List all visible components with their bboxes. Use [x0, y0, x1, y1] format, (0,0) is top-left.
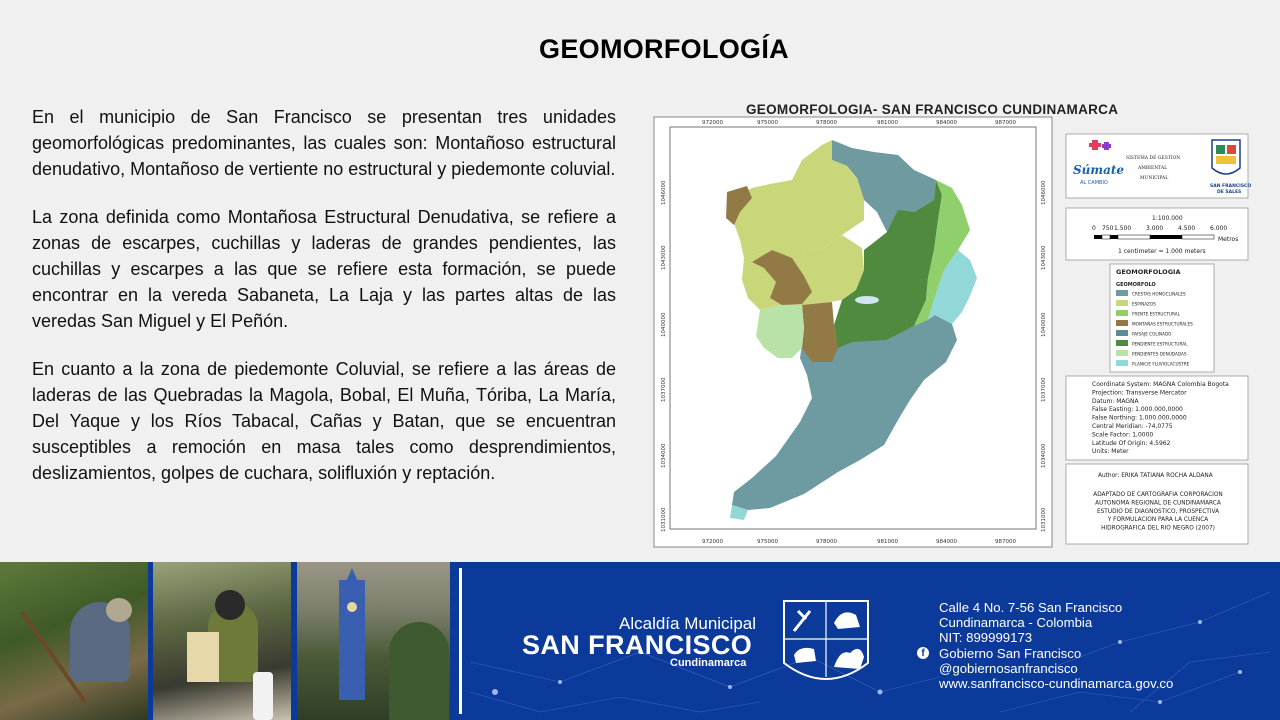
projection-line: Coordinate System: MAGNA Colombia Bogota [1092, 381, 1229, 388]
municipal-shield-logo [780, 597, 872, 695]
y-tick: 1043000 [661, 245, 667, 270]
nit-line: NIT: 899999173 [939, 630, 1033, 646]
legend-label: FRENTE ESTRUCTURAL [1132, 311, 1180, 317]
y-tick: 1040000 [1041, 312, 1047, 337]
projection-line: False Easting: 1.000.000,0000 [1092, 406, 1183, 414]
x-tick: 984000 [936, 539, 957, 545]
region-montanas-estructurales-3 [802, 302, 838, 362]
svg-text:MUNICIPAL: MUNICIPAL [1140, 176, 1169, 181]
legend-swatch [1116, 350, 1128, 356]
legend-label: PLANICIE FLUVIOLACUSTRE [1132, 361, 1190, 367]
credit-line: HIDROGRAFICA DEL RIO NEGRO (2007) [1101, 525, 1215, 532]
body-text [32, 104, 616, 508]
municipality-name: SAN FRANCISCO [522, 630, 753, 660]
sumate-text: Súmate [1073, 163, 1125, 177]
projection-line: Central Meridian: -74,0775 [1092, 423, 1173, 430]
scale-unit: Metros [1218, 236, 1239, 243]
svg-text:4.500: 4.500 [1178, 225, 1196, 232]
facebook-name[interactable]: Gobierno San Francisco [939, 645, 1082, 661]
author-text: Author: ERIKA TATIANA ROCHA ALDANA [1098, 473, 1213, 479]
projection-line: False Northing: 1.000.000,0000 [1092, 414, 1187, 422]
legend-label: PAISAJE COLINADO [1132, 331, 1172, 337]
credit-line: Y FORMULACION PARA LA CUENCA [1107, 517, 1209, 524]
slide-title: GEOMORFOLOGÍA [539, 34, 789, 64]
projection-line: Datum: MAGNA [1092, 397, 1139, 405]
legend-label: MONTAÑAS ESTRUCTURALES [1132, 321, 1193, 327]
y-tick: 1037000 [661, 377, 667, 402]
projection-line: Scale Factor: 1,0000 [1092, 431, 1154, 439]
y-tick: 1037000 [1041, 377, 1047, 402]
x-tick: 978000 [816, 120, 837, 126]
svg-text:AMBIENTAL: AMBIENTAL [1138, 166, 1168, 171]
social-handle[interactable]: @gobiernosanfrancisco [939, 660, 1078, 676]
address-line-2: Cundinamarca - Colombia [939, 615, 1093, 631]
x-tick: 972000 [702, 539, 723, 545]
svg-text:DE SALES: DE SALES [1217, 190, 1242, 195]
y-tick: 1040000 [661, 312, 667, 337]
credit-line: ADAPTADO DE CARTOGRAFIA CORPORACION [1093, 492, 1223, 498]
alcaldia-label: Alcaldía Municipal [619, 614, 757, 633]
mountain-icon [834, 649, 864, 669]
y-tick: 1043000 [1041, 245, 1047, 270]
paragraph-coluvial: En cuanto a la zona de piedemonte Coluvial, se refiere a las áreas de laderas de las Quebradas la Magola, Bobal, El Muña, Tóriba, La María, Del Yaque y los Ríos Tabacal, Cañas y Batan, que se encuentran susceptibles a remoción en masa tales como desprendimientos, deslizamientos, golpes de cuchara, solifluxión y reptación. [32, 359, 616, 483]
photo-woman [153, 562, 291, 720]
x-tick: 984000 [936, 120, 957, 126]
x-tick: 975000 [757, 120, 778, 126]
x-tick: 987000 [995, 120, 1016, 126]
legend-label: PENDIENTES DENUDADAS [1132, 351, 1187, 357]
legend-label: PENDIENTE ESTRUCTURAL [1132, 341, 1188, 347]
legend-subtitle: GEOMORFOLO [1116, 282, 1156, 288]
legend-swatch [1116, 340, 1128, 346]
svg-text:0: 0 [1092, 225, 1096, 232]
projection-line: Projection: Transverse Mercator [1092, 389, 1187, 397]
svg-text:SAN FRANCISCO: SAN FRANCISCO [1210, 184, 1252, 189]
legend-swatch [1116, 320, 1128, 326]
projection-line: Units: Meter [1092, 448, 1129, 456]
geomorphology-map [652, 100, 1256, 548]
footer-divider [459, 568, 462, 714]
legend-label: ESPINAZOS [1132, 301, 1156, 307]
cow-icon [794, 648, 816, 663]
legend-swatch [1116, 290, 1128, 296]
legend-swatch [1116, 300, 1128, 306]
x-tick: 978000 [816, 539, 837, 545]
sumate-sub: AL CAMBIO [1080, 180, 1108, 186]
scale-bar [1094, 235, 1214, 239]
legend-title: GEOMORFOLOGIA [1116, 268, 1181, 276]
projection-line: Latitude Of Origin: 4,5962 [1092, 439, 1171, 447]
scale-ratio: 1:100.000 [1152, 215, 1183, 222]
address-line-1: Calle 4 No. 7-56 San Francisco [939, 600, 1123, 615]
svg-text:3.000: 3.000 [1146, 225, 1164, 232]
credits-text [1093, 492, 1223, 532]
y-tick: 1031000 [1041, 507, 1047, 532]
website-link[interactable]: www.sanfrancisco-cundinamarca.gov.co [939, 676, 1174, 692]
facebook-line [921, 645, 1173, 661]
y-tick: 1034000 [1041, 443, 1047, 468]
x-tick: 987000 [995, 539, 1016, 545]
y-tick: 1034000 [661, 443, 667, 468]
x-tick: 981000 [877, 539, 898, 545]
svg-text:6.000: 6.000 [1210, 225, 1228, 232]
credit-line: ESTUDIO DE DIAGNOSTICO, PROSPECTIVA [1096, 508, 1220, 515]
legend-label: CRESTAS HOMOCLINALES [1132, 291, 1186, 297]
map-title: GEOMORFOLOGIA- SAN FRANCISCO CUNDINAMARCA [746, 102, 1119, 117]
lagoon-shape [855, 296, 879, 304]
photo-farmer [0, 562, 148, 720]
svg-text:1.500: 1.500 [1114, 225, 1132, 232]
svg-text:SISTEMA DE GESTION: SISTEMA DE GESTION [1126, 156, 1181, 161]
x-tick: 972000 [702, 120, 723, 126]
bird-icon [834, 612, 860, 629]
photo-church [297, 562, 450, 720]
paragraph-denudativa: La zona definida como Montañosa Estructural Denudativa, se refiere a zonas de escarpes, cuchillas y laderas de grandes pendientes, las cuchillas y escarpes a las que se refiere esta formación, se puede encontrar en la vereda Sabaneta, La Laja y las partes altas de las veredas San Miguel y El Peñón. [32, 207, 616, 331]
y-tick: 1046000 [661, 180, 667, 205]
legend-swatch [1116, 360, 1128, 366]
paragraph-intro: En el municipio de San Francisco se presentan tres unidades geomorfológicas predominantes, las cuales son: Montañoso estructural denudativo, Montañoso de vertiente no estructural y piedemonte coluvial. [32, 107, 616, 179]
y-tick: 1031000 [661, 507, 667, 532]
legend-swatch [1116, 330, 1128, 336]
x-tick: 975000 [757, 539, 778, 545]
y-tick: 1046000 [1041, 180, 1047, 205]
tools-icon [794, 611, 810, 631]
x-tick: 981000 [877, 120, 898, 126]
contact-info [921, 600, 1174, 692]
credit-line: AUTONOMA REGIONAL DE CUNDINAMARCA [1095, 500, 1221, 507]
legend-swatch [1116, 310, 1128, 316]
facebook-icon: f [917, 647, 929, 659]
department-label: Cundinamarca [670, 657, 747, 669]
scale-note: 1 centimeter = 1.000 meters [1118, 248, 1206, 255]
svg-text:750: 750 [1102, 225, 1114, 232]
